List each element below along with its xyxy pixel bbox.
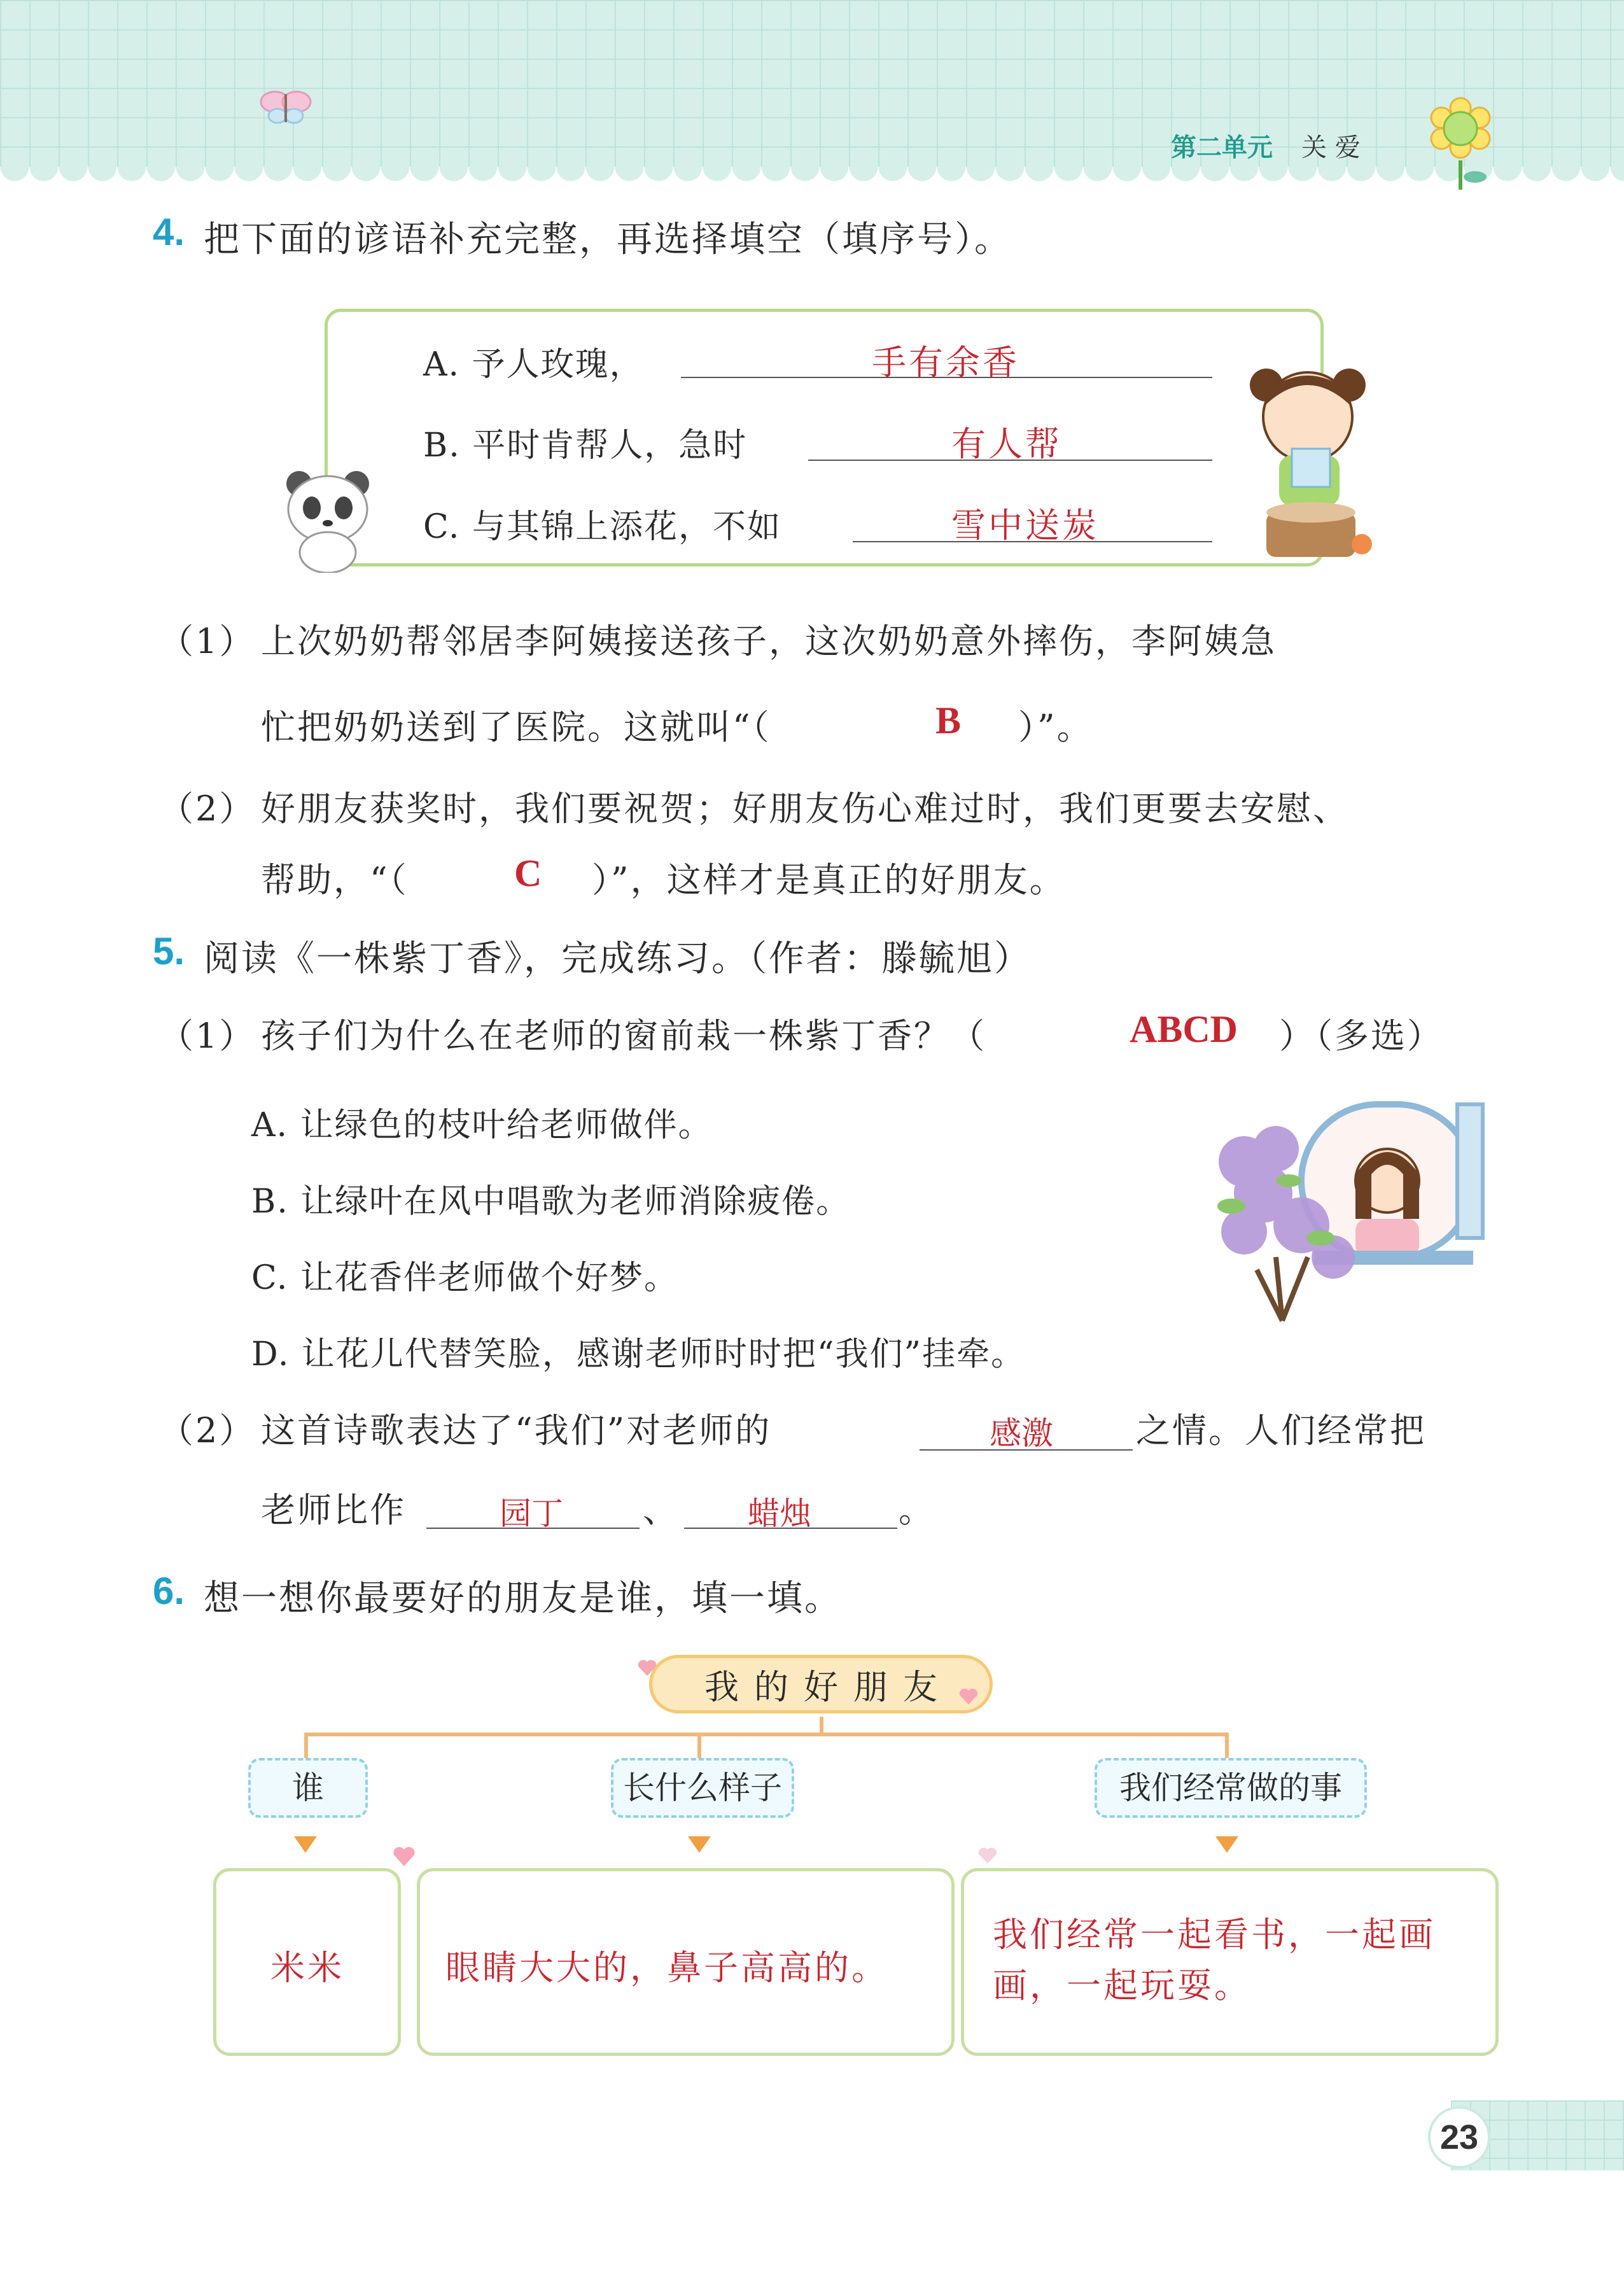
proverb-b-label: B. 平时肯帮人，急时	[423, 426, 748, 465]
branch-appearance: 长什么样子	[611, 1758, 794, 1818]
q4-sub1-line1: 上次奶奶帮邻居李阿姨接送孩子，这次奶奶意外摔伤，李阿姨急	[261, 621, 1277, 661]
q5-sub2-line2-before: 老师比作	[261, 1490, 406, 1530]
header-wave-edge	[0, 167, 1624, 192]
butterfly-icon	[255, 83, 318, 134]
connector-left	[304, 1733, 308, 1758]
q5-option-d: D. 让花儿代替笑脸，感谢老师时时把“我们”挂牵。	[251, 1335, 1026, 1374]
q4-sub1-answer: B	[935, 700, 962, 742]
arrow-down-icon	[688, 1836, 711, 1853]
branch-who: 谁	[248, 1758, 368, 1818]
q5-sub1-answer: ABCD	[1130, 1008, 1238, 1050]
q5-sub1-question: 孩子们为什么在老师的窗前栽一株紫丁香？（	[261, 1016, 986, 1056]
heart-icon	[977, 1846, 998, 1865]
q5-sub2-answer2: 园丁	[500, 1495, 563, 1532]
question-4-prompt: 把下面的谚语补充完整，再选择填空（填序号）。	[204, 219, 1012, 260]
answer-who: 米米	[270, 1948, 344, 1988]
heart-icon	[391, 1845, 417, 1867]
q5-option-b: B. 让绿叶在风中唱歌为老师消除疲倦。	[251, 1183, 851, 1221]
arrow-down-icon	[1215, 1836, 1238, 1853]
q4-sub2-line2-before: 帮助，“（	[261, 860, 409, 900]
answer-appearance: 眼睛大大的，鼻子高高的。	[445, 1948, 888, 1988]
q4-sub2-line1: 好朋友获奖时，我们要祝贺；好朋友伤心难过时，我们更要去安慰、	[261, 789, 1349, 829]
q5-sub1-num: （1）	[159, 1016, 256, 1056]
q5-sub2-num: （2）	[159, 1410, 256, 1451]
mindmap-root: 我的好朋友	[649, 1655, 993, 1713]
unit-topic: 关 爱	[1301, 133, 1361, 162]
question-4-number: 4.	[153, 211, 185, 253]
page-number: 23	[1428, 2106, 1490, 2169]
q5-sub2-answer3: 蜡烛	[748, 1495, 811, 1532]
branch-activities: 我们经常做的事	[1095, 1758, 1367, 1818]
header-band	[0, 0, 1624, 185]
heart-icon	[636, 1658, 658, 1677]
q4-sub2-num: （2）	[159, 789, 256, 829]
question-5-prompt: 阅读《一株紫丁香》，完成练习。（作者：滕毓旭）	[204, 938, 1032, 980]
proverb-a-answer: 手有余香	[872, 342, 1019, 383]
question-6-number: 6.	[153, 1570, 185, 1612]
question-6-prompt: 想一想你最要好的朋友是谁，填一填。	[204, 1578, 842, 1619]
q4-sub2-answer: C	[514, 852, 542, 894]
unit-title: 第二单元	[1171, 133, 1273, 162]
q4-sub1-line2-after: ）”。	[1018, 707, 1093, 747]
q5-sub2-line1-after: 之情。人们经常把	[1136, 1410, 1426, 1451]
arrow-down-icon	[294, 1836, 317, 1853]
q4-sub1-num: （1）	[159, 621, 256, 661]
connector-right	[1225, 1733, 1229, 1758]
proverb-c-answer: 雪中送炭	[951, 505, 1099, 545]
q4-sub2-line2-after: ）”，这样才是真正的好朋友。	[592, 860, 1066, 900]
proverb-c-label: C. 与其锦上添花，不如	[423, 508, 781, 546]
answer-activities: 我们经常一起看书，一起画画，一起玩耍。	[993, 1915, 1436, 2006]
question-5-number: 5.	[153, 930, 185, 973]
q5-sub2-answer1: 感激	[990, 1415, 1053, 1452]
q5-option-a: A. 让绿色的枝叶给老师做伴。	[251, 1106, 713, 1144]
connector-root	[820, 1717, 823, 1734]
connector-horizontal	[304, 1733, 1229, 1736]
q5-sub2-end: 。	[899, 1490, 935, 1530]
proverb-b-answer: 有人帮	[951, 424, 1062, 464]
girl-reading-icon	[1241, 353, 1381, 563]
heart-icon	[958, 1687, 979, 1706]
q5-sub1-after: ）（多选）	[1279, 1016, 1443, 1056]
teacher-window-icon	[1206, 1092, 1486, 1327]
q5-option-c: C. 让花香伴老师做个好梦。	[251, 1259, 678, 1297]
panda-icon	[274, 465, 382, 573]
q5-sub2-sep: 、	[643, 1490, 679, 1530]
q4-sub1-line2-before: 忙把奶奶送到了医院。这就叫“（	[261, 707, 771, 747]
flower-icon	[1419, 89, 1502, 191]
proverb-a-label: A. 予人玫瑰，	[423, 346, 644, 384]
q5-sub2-line1-before: 这首诗歌表达了“我们”对老师的	[261, 1410, 772, 1451]
connector-middle	[697, 1733, 701, 1758]
